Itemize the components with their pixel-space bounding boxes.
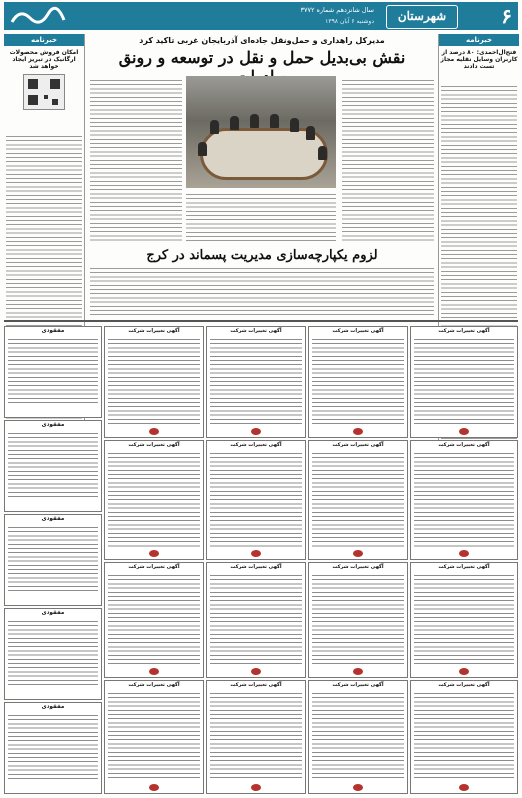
right-column-headline: فتح‌ال‌احمدی: ۸۰ درصد از کاربران وسایل نقلیه مجاز تست دادند [440,49,518,70]
left-column-headline: امکان فروش محصولات ارگانیک در تبریز ایجاد خواهد شد [9,49,79,70]
ad-block: آگهی تغییرات شرکت [308,680,408,794]
ad-block: آگهی تغییرات شرکت [206,680,306,794]
main-body-left [90,78,182,244]
paper-logo [8,4,68,28]
ad-block: آگهی تغییرات شرکت [104,680,204,794]
ad-block: آگهی تغییرات شرکت [410,680,518,794]
ad-block: مفقودی [4,420,102,512]
ad-block: آگهی تغییرات شرکت [104,326,204,438]
ad-block: آگهی تغییرات شرکت [206,326,306,438]
right-column-body [441,84,517,354]
ad-block: آگهی تغییرات شرکت [308,326,408,438]
ad-block: آگهی تغییرات شرکت [104,440,204,560]
classified-ads [4,320,518,797]
ad-block: آگهی تغییرات شرکت [206,440,306,560]
section-title: شهرستان [386,5,458,29]
main-headline: نقش بی‌بدیل حمل و نقل در توسعه و رونق [118,48,406,67]
ad-block: آگهی تغییرات شرکت [308,440,408,560]
ad-block: مفقودی [4,702,102,794]
main-kicker: مدیرکل راهداری و حمل‌ونقل جاده‌ای آذربایجان غربی تاکید کرد [139,36,385,45]
main-body-center [186,192,336,244]
ad-block: مفقودی [4,514,102,606]
qr-code [23,74,65,110]
ad-block: آگهی تغییرات شرکت [104,562,204,678]
date-line: دوشنبه ۶ آبان ۱۳۹۸ [325,18,374,25]
left-column-label: خبرنامه [4,34,84,46]
ad-block: آگهی تغییرات شرکت [206,562,306,678]
ad-block: مفقودی [4,326,102,418]
second-story-body [90,266,434,316]
issue-number: سال شانزدهم شماره ۳۷۷۲ [300,6,374,14]
right-column-label: خبرنامه [439,34,519,46]
main-body-right [342,78,434,244]
ad-block: آگهی تغییرات شرکت [308,562,408,678]
ad-block: مفقودی [4,608,102,700]
meeting-photo [186,76,336,188]
ad-block: آگهی تغییرات شرکت [410,326,518,438]
ad-block: آگهی تغییرات شرکت [410,440,518,560]
masthead [4,2,518,30]
page-number: ۶ [501,4,512,28]
ad-block: آگهی تغییرات شرکت [410,562,518,678]
second-headline: لزوم یکپارچه‌سازی مدیریت پسماند در کرج [146,248,378,263]
